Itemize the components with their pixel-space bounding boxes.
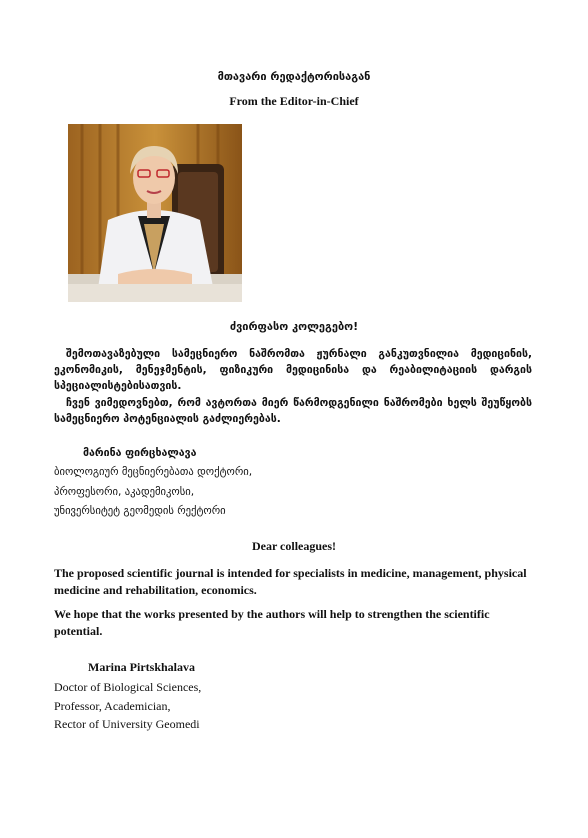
signature-title-english: Professor, Academician,: [54, 699, 171, 713]
signature-name-english: Marina Pirtskhalava: [88, 660, 195, 674]
paragraph-english-2: We hope that the works presented by the authors will help to strengthen the scientific potential.: [54, 607, 490, 638]
signature-position-georgian: უნივერსიტეტ გეომედის რექტორი: [54, 505, 226, 517]
signature-degree-georgian: ბიოლოგიურ მეცნიერებათა დოქტორი,: [54, 466, 253, 478]
signature-position-english: Rector of University Geomedi: [54, 717, 200, 731]
signature-title-georgian: პროფესორი, აკადემიკოსი,: [54, 486, 195, 498]
signature-name-georgian: მარინა ფირცხალავა: [83, 447, 197, 459]
paragraph-georgian-2: ჩვენ ვიმედოვნებთ, რომ ავტორთა მიერ წარმოდგენილი ნაშრომები ხელს შეუწყობს სამეცნიერო პოტენციალის გაძლიერებას.: [54, 397, 532, 425]
greeting-english: Dear colleagues!: [251, 539, 337, 553]
paragraph-english-1: The proposed scientific journal is intended for specialists in medicine, management, physical medicine and rehabilitation, economics.: [54, 566, 527, 597]
editor-portrait-photo: [68, 124, 242, 302]
greeting-georgian: ძვირფასო კოლეგებო!: [229, 320, 359, 333]
title-english: From the Editor-in-Chief: [229, 94, 359, 108]
paragraph-georgian-1: შემოთავაზებული სამეცნიერო ნაშრომთა ჟურნალი განკუთვნილია მედიცინის, ეკონომიკის, მენეჯმენტის, ფიზიკური მედიცინისა და რეაბილიტაციის დარგის სპეციალისტებისათვის.: [54, 348, 532, 392]
signature-degree-english: Doctor of Biological Sciences,: [54, 680, 202, 694]
portrait-illustration: [68, 124, 242, 302]
title-georgian: მთავარი რედაქტორისაგან: [217, 70, 371, 83]
